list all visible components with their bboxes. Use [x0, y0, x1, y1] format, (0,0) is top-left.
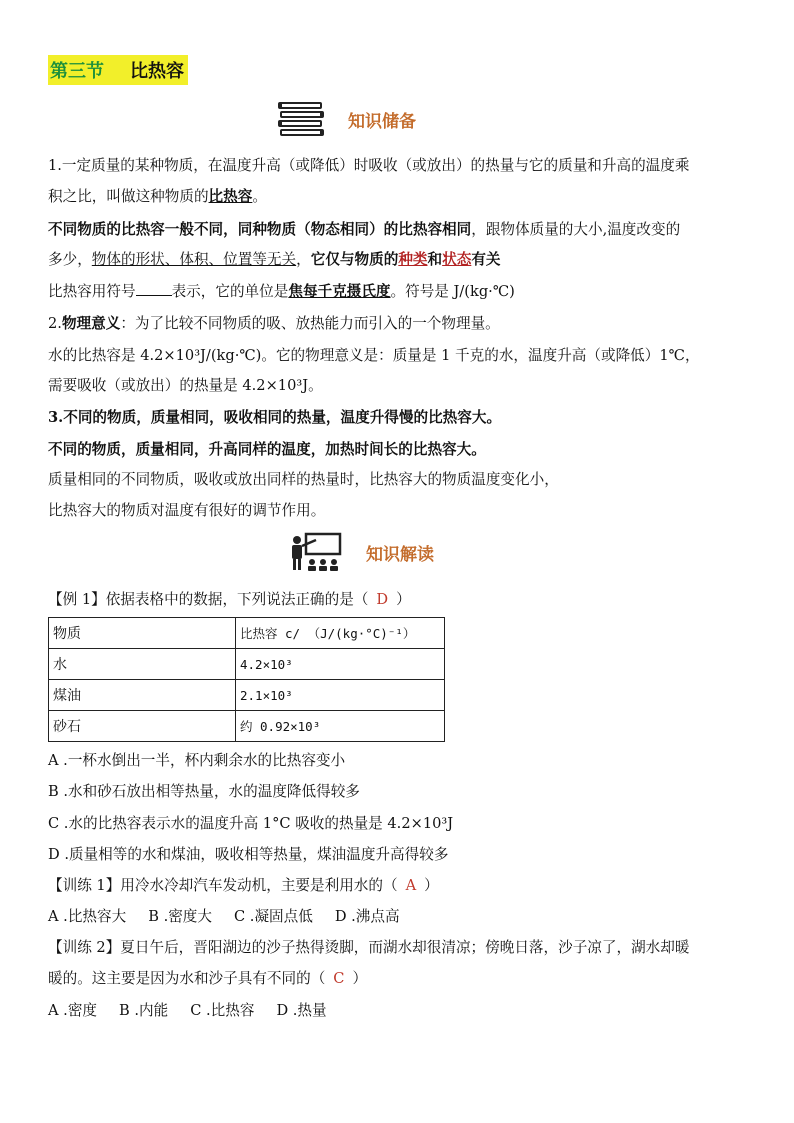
teacher-icon	[290, 532, 344, 572]
training-1-options: A .比热容大 B .密度大 C .凝固点低 D .沸点高	[48, 908, 400, 925]
definition-line-1: 1.一定质量的某种物质，在温度升高（或降低）时吸收（或放出）的热量与它的质量和升高的温度乘	[48, 157, 690, 174]
example-1-option-d: D .质量相等的水和煤油，吸收相等热量，煤油温度升高得较多	[48, 846, 449, 863]
answer-mark: A	[405, 877, 417, 894]
table-row: 砂石 约 0.92×10³	[49, 711, 445, 742]
books-icon	[276, 100, 326, 138]
example-1-option-c: C .水的比热容表示水的温度升高 1°C 吸收的热量是 4.2×10³J	[48, 815, 454, 832]
section-number: 第三节	[50, 61, 104, 82]
rule-line-3: 质量相同的不同物质，吸收或放出同样的热量时，比热容大的物质温度变化小，	[48, 471, 559, 488]
rule-line-2: 不同的物质，质量相同，升高同样的温度，加热时间长的比热容大。	[48, 441, 486, 458]
answer-mark: D	[376, 591, 389, 608]
unit-name: 焦每千克摄氏度	[288, 283, 391, 300]
term-state: 状态	[442, 251, 472, 268]
banner-knowledge-reserve	[276, 100, 416, 138]
banner-knowledge-interpretation	[290, 532, 434, 572]
table-row: 水 4.2×10³	[49, 649, 445, 680]
training-2-line-2: 暖的。这主要是因为水和沙子具有不同的（ C ）	[48, 970, 368, 987]
answer-mark: C	[333, 970, 345, 987]
specific-heat-table	[48, 617, 445, 742]
property-line-1: 不同物质的比热容一般不同，同种物质（物态相同）的比热容相同，跟物体质量的大小,温度改变的	[48, 221, 681, 238]
training-2-options: A .密度 B .内能 C .比热容 D .热量	[48, 1002, 327, 1019]
water-line-2: 需要吸收（或放出）的热量是 4.2×10³J。	[48, 377, 323, 394]
training-1-question: 【训练 1】用冷水冷却汽车发动机，主要是利用水的（ A ）	[48, 877, 439, 894]
example-1-question: 【例 1】依据表格中的数据，下列说法正确的是（ D ）	[48, 591, 411, 608]
banner-label: 知识解读	[366, 544, 434, 565]
section-name: 比热容	[130, 61, 184, 82]
property-line-2: 多少，物体的形状、体积、位置等无关，它仅与物质的种类和状态有关	[48, 251, 501, 268]
banner-label: 知识储备	[348, 111, 416, 132]
symbol-line: 比热容用符号 表示，它的单位是焦每千克摄氏度。符号是 J/(kg·℃)	[48, 283, 515, 300]
symbol-blank	[136, 281, 172, 296]
physical-meaning-line: 2.物理意义：为了比较不同物质的吸、放热能力而引入的一个物理量。	[48, 315, 500, 332]
rule-line-1: 3.不同的物质，质量相同，吸收相同的热量，温度升得慢的比热容大。	[48, 409, 502, 426]
section-title	[48, 55, 188, 85]
example-1-option-b: B .水和砂石放出相等热量，水的温度降低得较多	[48, 783, 360, 800]
rule-line-4: 比热容大的物质对温度有很好的调节作用。	[48, 502, 326, 519]
training-2-line-1: 【训练 2】夏日午后，晋阳湖边的沙子热得烫脚，而湖水却很清凉；傍晚日落，沙子凉了，湖水却暖	[48, 939, 690, 956]
term-kind: 种类	[398, 251, 428, 268]
table-row: 煤油 2.1×10³	[49, 680, 445, 711]
water-line-1: 水的比热容是 4.2×10³J/(kg·℃)。它的物理意义是：质量是 1 千克的水，温度升高（或降低）1℃，	[48, 347, 700, 364]
example-1-option-a: A .一杯水倒出一半，杯内剩余水的比热容变小	[48, 752, 346, 769]
definition-line-2: 积之比，叫做这种物质的比热容。	[48, 188, 267, 205]
term-specific-heat: 比热容	[208, 188, 253, 205]
table-header-row: 物质 比热容 c/ （J/(kg·°C)⁻¹）	[49, 618, 445, 649]
